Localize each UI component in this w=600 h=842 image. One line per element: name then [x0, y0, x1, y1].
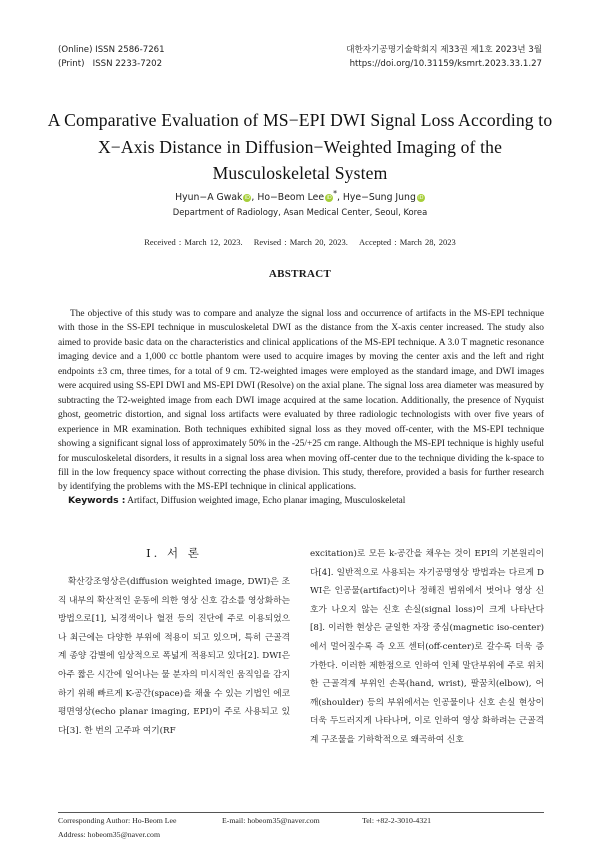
author-name: Ho−Beom Lee: [257, 192, 325, 204]
intro-right-column: excitation)로 모든 k-공간을 채우는 것이 EPI의 기본원리이다[4]. 일반적으로 사용되는 자기공명영상 방법과는 다르게 DWI은 인공물(artifact)이나 정해진 범위에서 벗어나 영상 신호가 나오지 않는 신호 손실(signal loss)이 크게 나타난다[8]. 이러한 현상은 균일한 자장 중심(magnetic iso-center)에서 멀어질수록 즉 오프 센터(off-center)로 갈수록 더욱 증가한다. 이러한 제한점으로 인하여 인체 말단부위에 주로 위치한 근골격계 부위인 손목(hand, wrist), 팔꿈치(elbow), 어깨(shoulder) 등의 부위에서는 인공물이나 신호 손실 현상이 더욱 두드러지게 나타나며, 이로 인하여 영상 화하려는 근골격계 구조물을 기하학적으로 왜곡하여 신호: [310, 549, 544, 745]
abstract-heading: ABSTRACT: [268, 268, 332, 280]
orcid-icon[interactable]: iD: [326, 195, 332, 202]
section-heading: Ⅰ. 서 론: [146, 546, 202, 560]
accepted-date: Accepted : March 28, 2023: [359, 237, 456, 247]
corresponding-author: Corresponding Author: Ho-Beom Lee: [58, 816, 177, 825]
orcid-icon[interactable]: iD: [244, 195, 251, 202]
article-dates: [0, 237, 600, 247]
email[interactable]: E-mail: hobeom35@naver.com: [222, 816, 320, 825]
journal-info: [346, 44, 542, 71]
footnote-rule: [58, 812, 544, 813]
address: Address: hobeom35@naver.com: [58, 830, 161, 839]
doi-link[interactable]: https://doi.org/10.31159/ksmrt.2023.33.1.27: [349, 58, 542, 69]
revised-date: Revised : March 20, 2023.: [253, 237, 348, 247]
orcid-icon[interactable]: iD: [418, 195, 424, 202]
intro-left-column: 확산강조영상은(diffusion weighted image, DWI)은 조직 내부의 확산적인 운동에 의한 영상 신호 감소를 영상화하는 방법으로[1], 뇌경색이나 혈전 등의 진단에 주로 이용되었으나 최근에는 다양한 부위에 적용이 되고 있으며, 특히 근골격계 종양 감별에 임상적으로 폭넓게 적용되고 있다[2]. DWI은 아주 짧은 시간에 일어나는 물 분자의 미시적인 움직임을 감지하기 위해 빠르게 K-공간(space)을 채울 수 있는 기법인 에코평면영상(echo planar imaging, EPI)이 주로 사용되고 있다[3]. 한 번의 고주파 여기(RF: [58, 577, 290, 736]
issn-online: (Online) ISSN 2586-7261: [58, 45, 165, 55]
corresponding-mark: *: [333, 189, 337, 198]
affiliation: Department of Radiology, Asan Medical Center, Seoul, Korea: [172, 207, 428, 217]
issn-print: (Print) ISSN 2233-7202: [58, 58, 163, 69]
author-name: Hyun−A Gwak: [175, 192, 243, 204]
author-name: Hye−Sung Jung: [342, 192, 416, 204]
abstract-body: The objective of this study was to compare and analyze the signal loss and occurrence of artifacts in the MS-EPI technique with those in the SS-EPI technique in musculoskeletal DWI as the distance from the X-axis center increased. The study also aimed to provide basic data on the characteristics and clinical applications of the MS-EPI technique. A 3.0 T magnetic resonance imaging device and a 1,000 cc bottle phantom were used to acquire images by moving the center axis and the left and right endpoints ±3 cm, three times, for a total of 9 cm. T2-weighted images were employed as the standard image, and DWI images were acquired using SS-EPI DWI and MS-EPI DWI (Resolve) on the axial plane. The signal loss area diameter was measured by subtracting the T2-weighted image from each DWI image acquired at the same location. Additionally, the presence of Nyquist ghost, geometric distortion, and signal loss artifacts were evaluated by three radiologic technologists with over five years of experience in MR examination. Both techniques exhibited signal loss as they moved off-center, with the MS-EPI technique showing a significant signal loss of approximately 50% in the -25/+25 cm range. Although the MS-EPI technique is highly useful for musculoskeletal disorders, it results in a signal loss area when moving off-center due to the technique dividing the k-space to fill in the low frequency space without correcting the phase division. This study, therefore, provided a basis for further research by identifying the problems with the MS-EPI technique in clinical applications.: [58, 309, 544, 493]
journal-name: 대한자기공명기술학회지 제33권 제1호 2023년 3월: [346, 45, 542, 55]
keywords-text: Artifact, Diffusion weighted image, Echo planar imaging, Musculoskeletal: [125, 496, 406, 506]
keywords: [68, 495, 544, 506]
footnote: [58, 814, 544, 842]
title-line: A Comparative Evaluation of MS−EPI DWI Signal Loss According to: [47, 110, 553, 130]
title-line: Musculoskeletal System: [212, 163, 388, 183]
author-list: Hyun−A Gwak iD, Ho−Beom Lee iD*, Hye−Sung Jung iD: [175, 189, 424, 204]
paper-title: [40, 107, 560, 187]
received-date: Received : March 12, 2023.: [144, 237, 243, 247]
issn-block: [58, 44, 165, 71]
telephone: Tel: +82-2-3010-4321: [362, 816, 432, 825]
keywords-label: Keywords :: [68, 495, 126, 506]
title-line: X−Axis Distance in Diffusion−Weighted Imaging of the: [97, 136, 503, 157]
